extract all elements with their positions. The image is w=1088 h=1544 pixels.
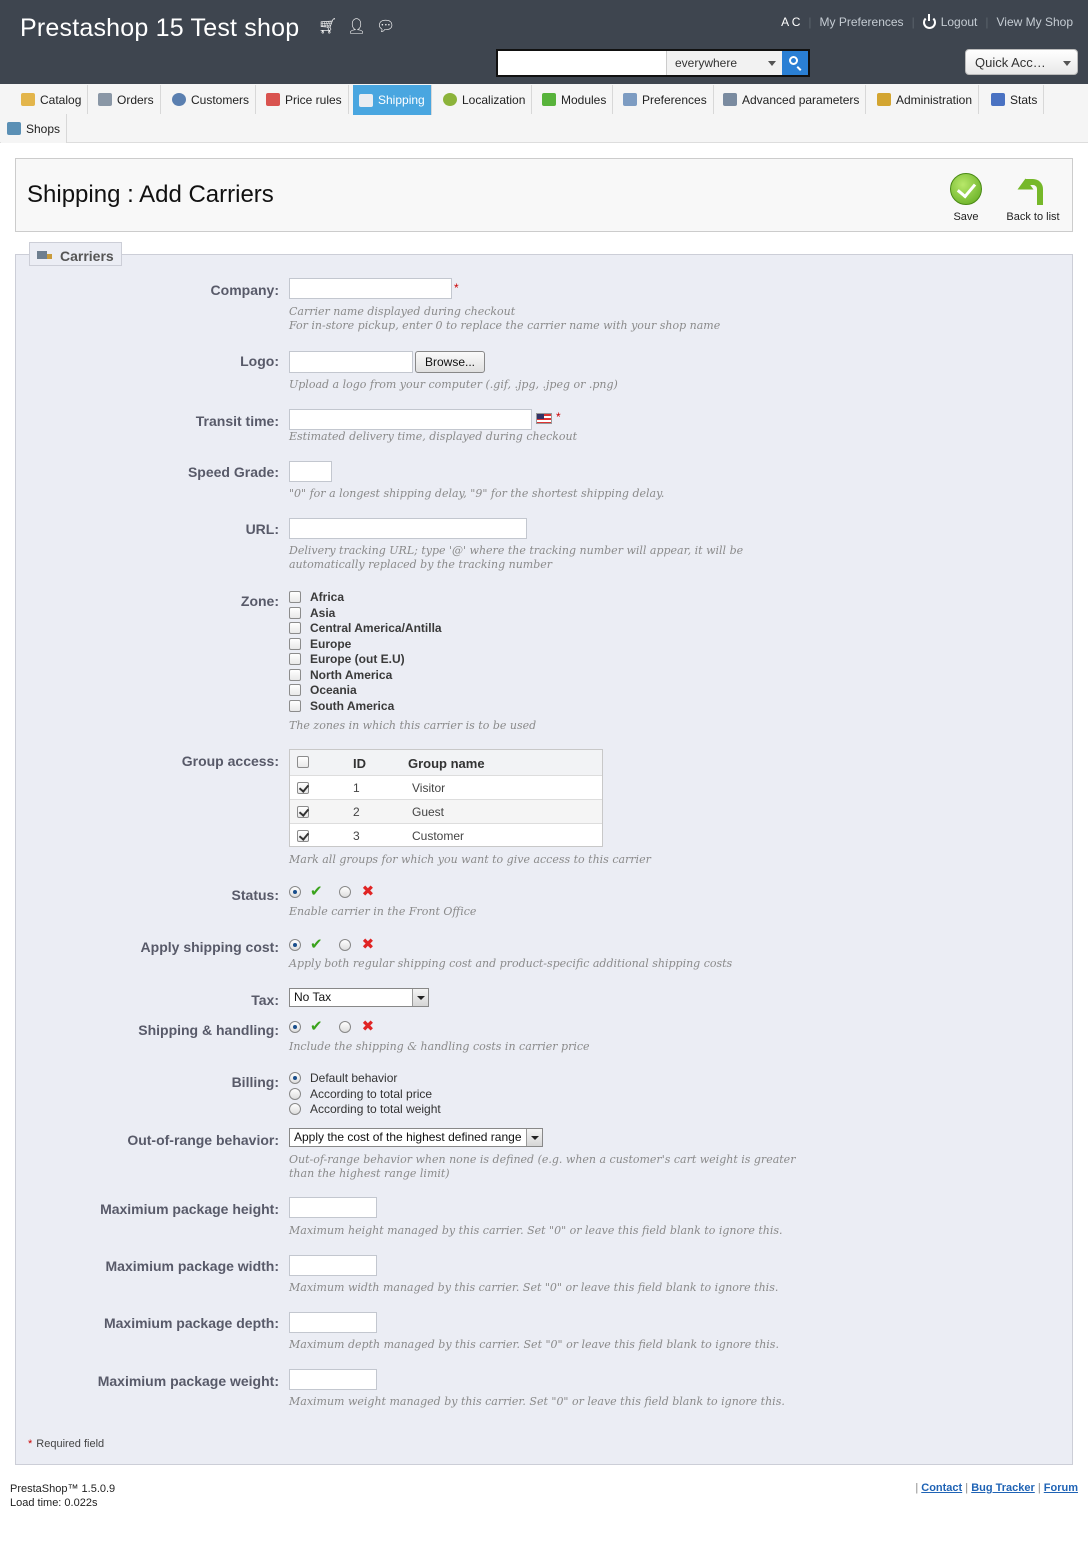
shipping-cost-label: Apply shipping cost: xyxy=(140,939,279,955)
company-hint xyxy=(289,305,809,333)
cross-icon: ✖ xyxy=(361,936,375,953)
tab-label: Localization xyxy=(462,92,526,107)
column-header-group-name: Group name xyxy=(408,756,485,771)
speed-grade-input[interactable] xyxy=(289,461,332,482)
tab-label: Shops xyxy=(26,121,61,136)
header-quick-icons xyxy=(318,18,395,36)
company-hint-line: Carrier name displayed during checkout xyxy=(289,305,516,318)
logout-link[interactable]: Logout xyxy=(940,15,978,29)
tab-modules[interactable] xyxy=(536,85,613,114)
version-text: PrestaShop™ 1.5.0.9 xyxy=(10,1483,116,1495)
shipping-cost-hint: Apply both regular shipping cost and product-specific additional shipping costs xyxy=(289,957,733,970)
truck-icon xyxy=(359,94,373,107)
tab-shipping[interactable] xyxy=(353,85,432,115)
tab-administration[interactable] xyxy=(871,85,979,114)
max-width-hint: Maximum width managed by this carrier. Set "0" or leave this field blank to ignore this. xyxy=(289,1281,779,1294)
group-checkbox[interactable] xyxy=(297,782,309,794)
check-icon: ✔ xyxy=(310,1018,323,1035)
required-star: * xyxy=(454,281,459,295)
tab-label: Customers xyxy=(191,92,250,107)
quick-access-label: Quick Acc… xyxy=(975,55,1046,70)
zone-hint: The zones in which this carrier is to be used xyxy=(289,719,537,732)
zone-name: South America xyxy=(310,699,395,713)
speed-hint: "0" for a longest shipping delay, "9" for the shortest shipping delay. xyxy=(289,487,665,500)
required-star: * xyxy=(556,410,561,424)
user-icon xyxy=(172,93,186,106)
max-height-input[interactable] xyxy=(289,1197,377,1218)
separator: | xyxy=(911,15,915,29)
page-title-box xyxy=(15,158,1073,232)
power-icon xyxy=(923,16,936,29)
transit-time-label: Transit time: xyxy=(195,413,279,429)
select-all-checkbox[interactable] xyxy=(297,756,309,768)
zone-name: Oceania xyxy=(310,683,357,697)
truck-icon xyxy=(37,251,52,261)
logo-file-input[interactable] xyxy=(289,351,413,373)
max-width-wrap xyxy=(289,1255,377,1276)
tab-label: Shipping xyxy=(378,93,425,107)
search-box xyxy=(496,49,810,77)
zone-item[interactable] xyxy=(289,683,357,697)
max-weight-label: Maximium package weight: xyxy=(97,1373,279,1389)
table-row xyxy=(290,799,602,823)
billing-option[interactable] xyxy=(289,1071,397,1085)
tab-catalog[interactable] xyxy=(15,85,88,114)
billing-option-label: According to total price xyxy=(310,1087,433,1101)
quick-access-select[interactable] xyxy=(965,49,1078,75)
chevron-down-icon xyxy=(1063,61,1071,66)
chevron-down-icon xyxy=(768,61,776,66)
shipping-cost-no-radio[interactable] xyxy=(339,939,351,951)
zone-name: North America xyxy=(310,668,393,682)
tab-shops[interactable] xyxy=(1,114,67,143)
billing-option[interactable] xyxy=(289,1087,432,1101)
main-menu-tabs xyxy=(0,84,1088,143)
speed-grade-label: Speed Grade: xyxy=(187,464,279,480)
url-field-wrap xyxy=(289,518,527,539)
status-disabled-radio[interactable] xyxy=(339,886,351,898)
max-height-wrap xyxy=(289,1197,377,1218)
zone-name: Europe (out E.U) xyxy=(310,652,405,666)
required-note-text: Required field xyxy=(36,1438,105,1450)
table-row xyxy=(290,823,602,847)
zone-name: Africa xyxy=(310,590,345,604)
top-header-bar xyxy=(0,0,1088,84)
puzzle-icon xyxy=(542,93,556,106)
max-width-label: Maximium package width: xyxy=(105,1258,279,1274)
tab-label: Preferences xyxy=(642,92,707,107)
zone-checkbox[interactable] xyxy=(289,684,301,696)
footer-info xyxy=(10,1482,115,1510)
out-of-range-select[interactable] xyxy=(289,1128,543,1147)
status-enabled-radio[interactable] xyxy=(289,886,301,898)
chevron-down-icon xyxy=(412,989,428,1006)
group-id: 2 xyxy=(353,805,360,819)
key-icon xyxy=(877,93,891,106)
zone-item[interactable] xyxy=(289,652,405,666)
transit-time-input[interactable] xyxy=(289,409,532,430)
shop-icon xyxy=(7,122,21,135)
table-header-row xyxy=(290,750,602,775)
max-height-hint: Maximum height managed by this carrier. Set "0" or leave this field blank to ignore this. xyxy=(289,1224,783,1237)
view-shop-link[interactable]: View My Shop xyxy=(996,15,1073,29)
status-toggle xyxy=(289,885,374,899)
group-id: 3 xyxy=(353,829,360,843)
contact-link[interactable]: Contact xyxy=(921,1482,963,1494)
tab-advanced-parameters[interactable] xyxy=(717,85,866,114)
zone-item[interactable] xyxy=(289,606,335,620)
max-weight-input[interactable] xyxy=(289,1369,377,1390)
handling-hint: Include the shipping & handling costs in carrier price xyxy=(289,1040,590,1053)
billing-radio[interactable] xyxy=(289,1072,301,1084)
customers-icon[interactable]: 👤︎ xyxy=(347,18,367,35)
shipping-cost-yes-radio[interactable] xyxy=(289,939,301,951)
out-of-range-label: Out-of-range behavior: xyxy=(127,1132,279,1148)
bar-chart-icon xyxy=(991,93,1005,106)
search-input[interactable] xyxy=(498,51,666,75)
tax-label: Tax: xyxy=(251,992,279,1008)
handling-toggle xyxy=(289,1020,374,1034)
table-row xyxy=(290,775,602,799)
billing-option[interactable] xyxy=(289,1102,441,1116)
save-button[interactable] xyxy=(948,173,984,223)
max-height-label: Maximium package height: xyxy=(100,1201,279,1217)
search-scope-value: everywhere xyxy=(675,56,738,70)
logo-label: Logo: xyxy=(240,353,279,369)
group-checkbox[interactable] xyxy=(297,830,309,842)
footer-links: | Contact | Bug Tracker | Forum xyxy=(915,1482,1078,1494)
tax-select[interactable] xyxy=(289,988,429,1007)
save-icon xyxy=(950,173,982,205)
company-input[interactable] xyxy=(289,278,452,299)
user-initials: A C xyxy=(781,15,801,29)
zone-checkbox[interactable] xyxy=(289,653,301,665)
zone-checkbox[interactable] xyxy=(289,638,301,650)
tab-label: Administration xyxy=(896,92,973,107)
company-hint-line: For in-store pickup, enter 0 to replace the carrier name with your shop name xyxy=(289,319,721,332)
wrench-icon xyxy=(723,93,737,106)
tab-price-rules[interactable] xyxy=(260,85,349,114)
handling-no-radio[interactable] xyxy=(339,1021,351,1033)
legend-label: Carriers xyxy=(60,247,114,264)
billing-option-label: Default behavior xyxy=(310,1071,398,1085)
zone-name: Asia xyxy=(310,606,336,620)
tab-localization[interactable] xyxy=(437,85,532,114)
tab-label: Price rules xyxy=(285,92,342,107)
transit-hint: Estimated delivery time, displayed during checkout xyxy=(289,430,578,443)
user-links xyxy=(781,15,1073,29)
transit-field-wrap xyxy=(289,409,532,430)
group-id: 1 xyxy=(353,781,360,795)
group-checkbox[interactable] xyxy=(297,806,309,818)
tab-label: Stats xyxy=(1010,92,1038,107)
search-button[interactable] xyxy=(782,51,808,75)
zone-item[interactable] xyxy=(289,621,442,635)
bug-tracker-link[interactable]: Bug Tracker xyxy=(971,1482,1035,1494)
price-tag-icon xyxy=(266,93,280,106)
pencil-icon xyxy=(623,93,637,106)
chevron-down-icon xyxy=(526,1129,542,1146)
separator: | xyxy=(985,15,989,29)
zone-item[interactable] xyxy=(289,590,344,604)
cross-icon: ✖ xyxy=(361,1018,375,1035)
column-header-id: ID xyxy=(353,756,366,771)
max-width-input[interactable] xyxy=(289,1255,377,1276)
tab-preferences[interactable] xyxy=(617,85,714,114)
tab-label: Catalog xyxy=(40,92,82,107)
check-icon: ✔ xyxy=(310,936,323,953)
billing-option-label: According to total weight xyxy=(310,1102,441,1116)
zone-item[interactable] xyxy=(289,637,351,651)
tax-select-value: No Tax xyxy=(294,990,332,1004)
cross-icon: ✖ xyxy=(361,883,375,900)
zone-checkbox[interactable] xyxy=(289,591,301,603)
cart-icon[interactable]: 🛒︎ xyxy=(318,18,338,35)
tab-stats[interactable] xyxy=(985,85,1044,114)
status-hint: Enable carrier in the Front Office xyxy=(289,905,477,918)
separator: | xyxy=(808,15,812,29)
search-icon xyxy=(789,56,798,65)
fieldset-legend xyxy=(29,242,122,266)
messages-icon[interactable]: 💬︎ xyxy=(376,18,396,35)
url-input[interactable] xyxy=(289,518,527,539)
group-hint: Mark all groups for which you want to give access to this carrier xyxy=(289,853,651,866)
url-hint: Delivery tracking URL; type '@' where the tracking number will appear, it will be automatically replaced by the tracking number xyxy=(289,544,744,571)
globe-icon xyxy=(443,93,457,106)
save-label: Save xyxy=(953,211,979,223)
billing-radio[interactable] xyxy=(289,1103,301,1115)
tab-orders[interactable] xyxy=(92,85,161,114)
zone-name: Europe xyxy=(310,637,352,651)
billing-radio[interactable] xyxy=(289,1088,301,1100)
max-depth-wrap xyxy=(289,1312,377,1333)
arrow-head xyxy=(1018,179,1034,190)
group-name: Visitor xyxy=(412,781,446,795)
back-arrow-icon xyxy=(1017,173,1049,205)
back-to-list-button[interactable] xyxy=(1004,173,1062,223)
max-depth-hint: Maximum depth managed by this carrier. Set "0" or leave this field blank to ignore this. xyxy=(289,1338,779,1351)
billing-label: Billing: xyxy=(231,1074,279,1090)
zone-checkbox[interactable] xyxy=(289,700,301,712)
zone-name: Central America/Antilla xyxy=(310,621,442,635)
zone-label: Zone: xyxy=(240,593,279,609)
zone-checkbox[interactable] xyxy=(289,669,301,681)
browse-button[interactable]: Browse... xyxy=(415,351,485,373)
group-name: Customer xyxy=(412,829,465,843)
load-time-text: Load time: 0.022s xyxy=(10,1497,98,1509)
max-depth-input[interactable] xyxy=(289,1312,377,1333)
group-access-table xyxy=(289,749,603,847)
folder-icon xyxy=(21,93,35,106)
search-scope-select[interactable] xyxy=(666,51,782,75)
us-flag-icon[interactable] xyxy=(536,413,552,424)
group-name: Guest xyxy=(412,805,445,819)
zone-checkbox[interactable] xyxy=(289,622,301,634)
logo-hint: Upload a logo from your computer (.gif, .jpg, .jpeg or .png) xyxy=(289,378,618,391)
forum-link[interactable]: Forum xyxy=(1043,1482,1078,1494)
max-weight-hint: Maximum weight managed by this carrier. Set "0" or leave this field blank to ignore this. xyxy=(289,1395,785,1408)
shop-title[interactable]: Prestashop 15 Test shop xyxy=(20,14,300,42)
group-access-label: Group access: xyxy=(181,753,279,769)
shipping-cost-toggle xyxy=(289,938,374,952)
required-star: * xyxy=(28,1438,33,1450)
tab-label: Advanced parameters xyxy=(742,92,860,107)
tab-customers[interactable] xyxy=(166,85,256,114)
back-label: Back to list xyxy=(1006,211,1060,223)
page-title: Shipping : Add Carriers xyxy=(27,181,274,208)
check-icon: ✔ xyxy=(310,883,323,900)
tab-label: Orders xyxy=(117,92,154,107)
out-of-range-hint: Out-of-range behavior when none is defined (e.g. when a customer's cart weight is greater than the highest range limit) xyxy=(289,1153,796,1180)
zone-checkbox[interactable] xyxy=(289,607,301,619)
max-weight-wrap xyxy=(289,1369,377,1390)
company-field-wrap xyxy=(289,278,452,299)
out-of-range-value: Apply the cost of the highest defined range xyxy=(294,1130,522,1144)
url-label: URL: xyxy=(245,521,279,537)
cart-icon xyxy=(98,93,112,106)
handling-label: Shipping & handling: xyxy=(138,1022,279,1038)
status-label: Status: xyxy=(231,887,279,903)
my-preferences-link[interactable]: My Preferences xyxy=(819,15,904,29)
max-depth-label: Maximium package depth: xyxy=(103,1315,279,1331)
required-field-note xyxy=(28,1438,104,1450)
tab-label: Modules xyxy=(561,92,607,107)
company-label: Company: xyxy=(210,282,279,298)
handling-yes-radio[interactable] xyxy=(289,1021,301,1033)
speed-field-wrap xyxy=(289,461,332,482)
logo-field-wrap xyxy=(289,351,475,373)
zone-item[interactable] xyxy=(289,699,394,713)
zone-item[interactable] xyxy=(289,668,392,682)
